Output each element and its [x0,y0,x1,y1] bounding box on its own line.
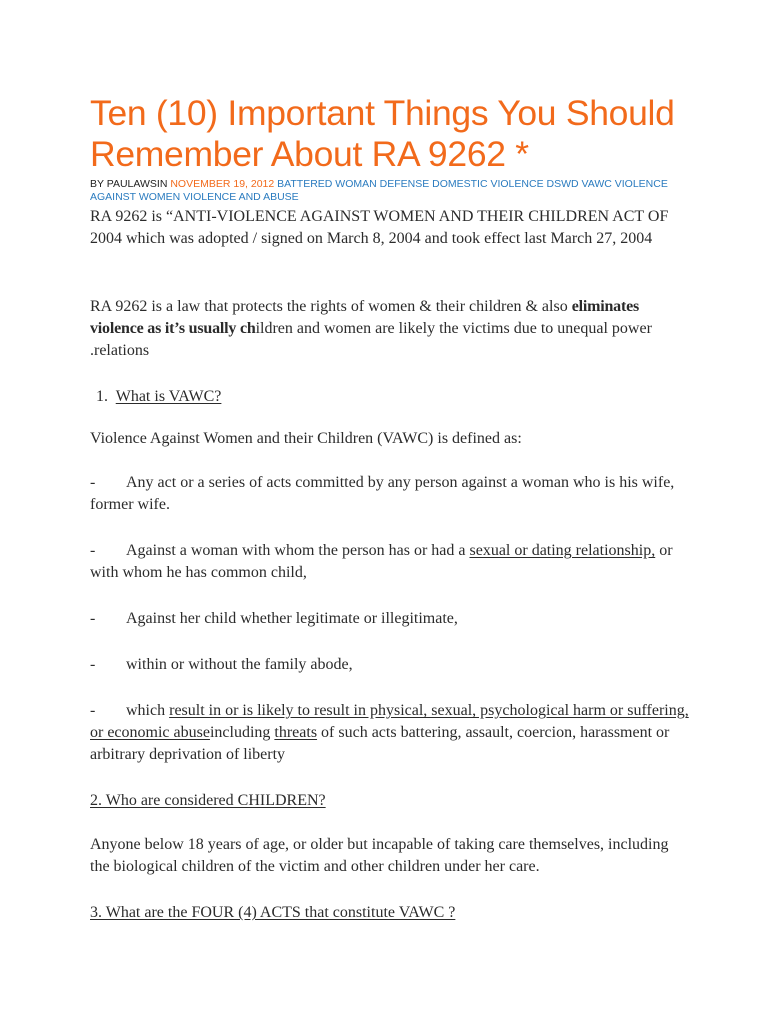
bullet-2-link[interactable]: sexual or dating relationship, [469,542,656,559]
question-2-text: 2. Who are considered CHILDREN? [90,792,326,809]
question-1-heading [96,386,696,408]
vawc-definition-intro: Violence Against Women and their Children (VAWC) is defined as: [90,430,522,447]
intro-2-part-1: RA 9262 is a law that protects the rights of women & their children & also [90,298,568,315]
bullet-3-text: Against her child whether legitimate or illegitimate, [126,610,458,627]
post-tags-links[interactable]: BATTERED WOMAN DEFENSE DOMESTIC VIOLENCE DSWD VAWC VIOLENCE AGAINST WOMEN VIOLENCE AND ABUSE [90,178,668,203]
bullet-2 [90,540,690,584]
bullet-2-pre: Against a woman with whom the person has or had a [126,542,470,559]
intro-paragraph-1: RA 9262 is “ANTI-VIOLENCE AGAINST WOMEN AND THEIR CHILDREN ACT OF 2004 which was adopted / signed on March 8, 2004 and took effect last March 27, 2004 [90,208,669,247]
bullet-3 [90,608,690,630]
bullet-4 [90,654,690,676]
bullet-2-post: or with whom he has common child, [90,542,673,581]
bullet-dash: - [90,656,96,673]
bullet-5-link-2[interactable]: threats [274,724,318,741]
bullet-4-text: within or without the family abode, [126,656,353,673]
intro-2-bold: eliminates violence as it’s usually ch [90,298,640,337]
bullet-5-link-1[interactable]: result in or is likely to result in physical, sexual, psychological harm or suffering, or economic abuse [90,702,689,741]
bullet-5 [90,700,690,766]
post-date-link[interactable]: NOVEMBER 19, 2012 [170,178,275,190]
post-meta [90,178,690,203]
intro-2-part-2: ildren and women are likely the victims due to unequal power .relations [90,320,652,359]
children-definition: Anyone below 18 years of age, or older but incapable of taking care themselves, including the biological children of the victim and other children under her care. [90,836,669,875]
bullet-1 [90,472,690,516]
question-2-heading [90,790,690,812]
bullet-dash: - [90,474,96,491]
intro-paragraph-2 [90,296,690,362]
question-3-text: 3. What are the FOUR (4) ACTS that constitute VAWC ? [90,904,456,921]
bullet-1-text: Any act or a series of acts committed by any person against a woman who is his wife, former wife. [90,474,675,513]
bullet-dash: - [90,702,96,719]
question-1-text: What is VAWC? [115,388,222,405]
bullet-dash: - [90,610,96,627]
question-3-heading [90,902,690,924]
page-title: Ten (10) Important Things You Should Remember About RA 9262 * [90,93,675,174]
bullet-5-pre: which [126,702,170,719]
question-1-number: 1. [96,388,108,405]
author-byline: BY PAULAWSIN [90,178,168,190]
bullet-5-mid: including [209,724,275,741]
bullet-5-post: of such acts battering, assault, coercion, harassment or arbitrary deprivation of liberty [90,724,670,763]
bullet-dash: - [90,542,96,559]
